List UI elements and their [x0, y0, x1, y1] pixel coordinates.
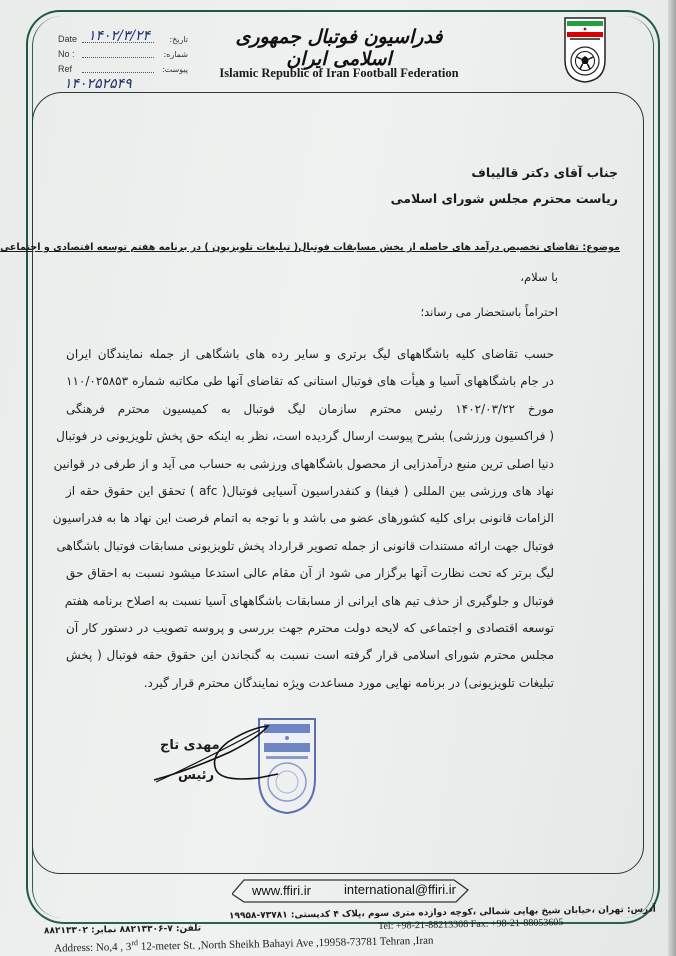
ref-field [58, 62, 188, 77]
handwritten-ref: ۱۴۰۲۵۲۵۴۹ [64, 76, 132, 92]
address-en-rest: 12-meter St. ,North Sheikh Bahayi Ave ,19958-73781 Tehran ,Iran [137, 934, 434, 953]
signatory-title: رئیس [178, 768, 215, 783]
number-field [58, 47, 188, 62]
letter-body [52, 341, 555, 697]
signature-icon [150, 712, 280, 790]
handwritten-date: ۱۴۰۲/۳/۲۴ [88, 28, 151, 44]
phone-fax-fa: تلفن: ۷-۸۸۲۱۳۳۰۶ نمابر: ۸۸۲۱۳۳۰۲ [43, 923, 202, 937]
org-name-english: Islamic Republic of Iran Football Federation [219, 66, 459, 80]
recipient-block [62, 160, 618, 212]
letter-subject: موضوع: تقاضای تخصیص درآمد های حاصله از پخش مسابقات فوتبال( تبلیغات تلویزیون ) در برنامه هفتم توسعه اقتصادی و اجتماعی [0, 242, 620, 253]
date-label-en: Date [58, 34, 78, 44]
address-english [54, 932, 434, 955]
address-persian: آدرس: تهران ،خیابان شیخ بهایی شمالی ،کوچه دوازده متری سوم ،پلاک ۴ کدپستی: ۷۳۷۸۱-۱۹۹۵۸ [229, 904, 657, 922]
page-edge [668, 0, 676, 956]
address-en-prefix: Address: No,4 , 3 [53, 941, 132, 955]
body-line: ( فراکسیون ورزشی) بشرح پیوست ارسال گردیده است، نظر به اینکه حق پخش تلویزیونی در فوتبال [56, 429, 554, 444]
footer-contact-tab [232, 878, 470, 904]
address-en-sup: rd [131, 938, 139, 948]
phone-fax-persian [44, 924, 201, 937]
body-line: لیگ برتر که تحت نظارت آنها برگزار می شود از آن مقام عالی استدعا میشود نسبت به احقاق حق [66, 566, 554, 581]
ref-label-fa: پیوست: [161, 65, 188, 74]
body-line: دنیا اصلی ترین منبع درآمدزایی از محصول باشگاههای ورزشی به حساب می آید و از طرفی در قوانین [53, 456, 554, 471]
body-line: فوتبال جهت ارائه مستندات قانونی از جمله تصویر قرارداد پخش تلویزیونی مسابقات فوتبال باشگاهی [56, 538, 554, 553]
date-label-fa: تاریخ: [169, 35, 188, 44]
recipient-name: جناب آقای دکتر قالیباف [471, 165, 618, 180]
signatory-name: مهدی تاج [160, 738, 220, 753]
body-line: مجلس محترم شورای اسلامی قرار گرفته است نسبت به گنجاندن این حقوق حقه فوتبال ( پخش [66, 648, 554, 663]
greeting: با سلام، [520, 270, 558, 284]
ref-dotted-line [82, 72, 154, 73]
body-line: مورخ ۱۴۰۲/۰۳/۲۲ رئیس محترم سازمان لیگ فوتبال به کمیسیون محترم فرهنگی [66, 401, 554, 416]
body-line: فوتبال و جلوگیری از حذف تیم های ایرانی از مسابقات باشگاههای آسیا نسبت به اصلاح برنامه هفتم [64, 593, 554, 608]
body-line: تبلیغات تلویزیونی) در برنامه نهایی مورد مساعدت ویژه نمایندگان محترم قرار گیرد. [143, 675, 554, 690]
number-label-fa: شماره: [163, 50, 188, 59]
body-line: الزامات قانونی برای کلیه کشورهای عضو می باشد و با توجه به اتمام فرصت این نهاد ها به فدراسیون [52, 511, 554, 526]
body-line: حسب تقاضای کلیه باشگاههای لیگ برتری و سایر رده های باشگاهی از جمله نمایندگان ایران [66, 347, 554, 361]
email-link[interactable]: international@ffiri.ir [344, 882, 456, 897]
respect-line: احتراماً باستحضار می رساند؛ [420, 305, 558, 319]
body-line: در جام باشگاههای آسیا و هیأت های فوتبال استانی که تقاضای آنها طی مکاتبه شماره ۱۱۰/۰۲۵۸۵۳ [66, 374, 554, 389]
ref-label-en: Ref [58, 64, 73, 74]
body-line: توسعه اقتصادی و اجتماعی که لایحه دولت محترم جهت بررسی و پروسه تصویب در دستور کار آن [66, 621, 554, 636]
number-dotted-line [82, 57, 154, 58]
website-link[interactable]: www.ffiri.ir [252, 883, 311, 898]
org-name-persian: فدراسیون فوتبال جمهوری اسلامی ایران [235, 26, 443, 70]
recipient-title: ریاست محترم مجلس شورای اسلامی [390, 191, 618, 206]
body-line: نهاد های ورزشی بین المللی ( فیفا) و کنفدراسیون آسیایی فوتبال( afc ) تحقق این حقوق حقه از [66, 484, 555, 499]
iran-football-federation-crest-icon [563, 16, 607, 84]
number-label-en: No : [58, 49, 75, 59]
contact-english: Tel: +98-21-88213308 Fax: +98-21-88053605 [377, 917, 564, 932]
